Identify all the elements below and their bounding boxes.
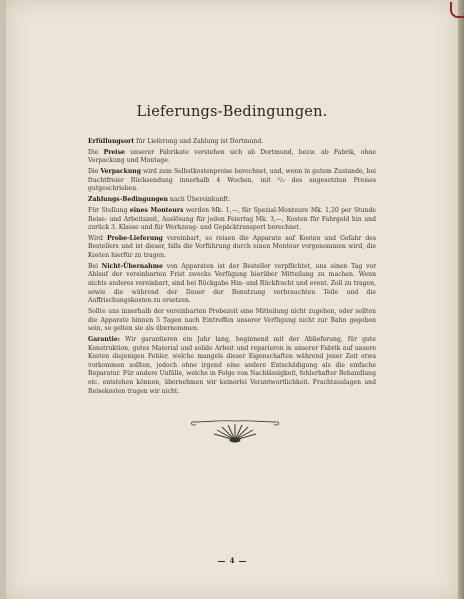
term-prefix: Für Stellung <box>88 206 130 214</box>
ornament-icon <box>190 418 280 444</box>
term-keyword: Zahlungs-Bedingungen <box>88 196 168 204</box>
term-keyword: Preise <box>103 148 125 156</box>
term-keyword: Erfüllungsort <box>88 138 135 145</box>
term-text: wird zum Selbstkostenpreise berechnet, und, wenn in gutem Zustande, bei frachtfreier Rücksendung innerhalb 4 Wochen, mit ²/₃ des angesetzten Preises gutgeschrieben. <box>88 168 376 193</box>
term-text: vereinbart, so reisen die Apparate auf Kosten und Gefahr des Bestellers und ist dieser, falls die Vorführung durch einen Monteur vorgenommen wird, die Kosten hierfür zu tragen. <box>88 234 377 260</box>
page-title: Lieferungs-Bedingungen. <box>136 104 328 120</box>
term-prefix: Die <box>88 148 104 156</box>
terms-paragraph <box>88 149 376 166</box>
term-text: für Lieferung und Zahlung ist Dortmund. <box>134 138 264 145</box>
term-text: Wir garantieren ein Jahr lang, beginnend mit der Ablieferung, für gute Konstruktion, gutes Material und solide Arbeit und reparieren in unserer Fabrik auf unsere Kosten diejenigen Fehler, welche mangels dieser Eigenschaften während jener Zeit etwa vorkommen sollten, jedoch ohne irgend eine andere Entschädigung als die einfache Reparatur. Für andere Unfälle, welche in Folge von Nachlässigkeit, fehlerhafter Behandlung etc. entstehen können, übernehmen wir keinerlei Verantwortlichkeit. Frachtauslagen und Reisekosten tragen wir nicht. <box>88 335 376 395</box>
terms-paragraph <box>88 308 376 334</box>
dash-right <box>239 561 246 562</box>
term-text: unserer Fabrikate verstehen sich ab Dortmund, bezw. ab Fabrik, ohne Verpackung und Montage. <box>88 148 376 165</box>
term-text: nach Übereinkunft. <box>167 196 230 204</box>
term-keyword: Nicht-Übernahme <box>101 262 163 270</box>
page-number-text: 4 <box>229 556 235 565</box>
term-keyword: Garantie: <box>88 335 120 343</box>
term-text: werden Mk. 1,—, für Spezial-Monteure Mk. 1,20 per Stunde Reise- und Arbeitszeit, Auslösung für jeden Feiertag Mk. 3,—, Kosten für Fahrgeld hin und zurück 3. Klasse und für Werkzeug- und Gepäcktransport berechnet. <box>88 206 376 232</box>
term-keyword: Probe-Lieferung <box>106 234 163 242</box>
terms-paragraph <box>88 336 376 396</box>
binding-string <box>450 2 464 18</box>
term-text: Sollte uns innerhalb der vereinbarten Probezeit eine Mitteilung nicht zugehen, oder sollten die Apparate binnen 5 Tagen nach Eintreffen unserer Verfügung nicht zur Bahn gegeben sein, so gelten sie als übernommen. <box>88 308 376 333</box>
terms-paragraph <box>88 168 376 194</box>
page-edge <box>458 0 464 599</box>
terms-paragraph <box>88 196 376 205</box>
terms-body <box>88 138 376 398</box>
term-prefix: Die <box>88 168 101 176</box>
term-keyword: eines Monteurs <box>129 206 184 214</box>
terms-paragraph <box>88 138 376 147</box>
term-keyword: Verpackung <box>100 168 141 176</box>
page-number <box>0 556 464 565</box>
dash-left <box>218 561 225 562</box>
terms-paragraph <box>88 207 376 233</box>
term-prefix: Wird <box>88 234 107 242</box>
term-prefix: Bei <box>88 262 102 270</box>
term-text: von Apparaten ist der Besteller verpflichtet, uns einen Tag vor Ablauf der vereinbarten Frist zwecks Verfügung hierüber Mitteilung zu machen. Wenn nichts anderes vereinbart, sind bei Rückgabe Hin- und Rückfracht und event. Zoll zu tragen, sowie die während der Dauer der Benutzung verbrauchten Teile und die Auffrischungskosten zu ersetzen. <box>88 262 376 305</box>
terms-paragraph <box>88 263 376 306</box>
terms-paragraph <box>88 235 376 261</box>
